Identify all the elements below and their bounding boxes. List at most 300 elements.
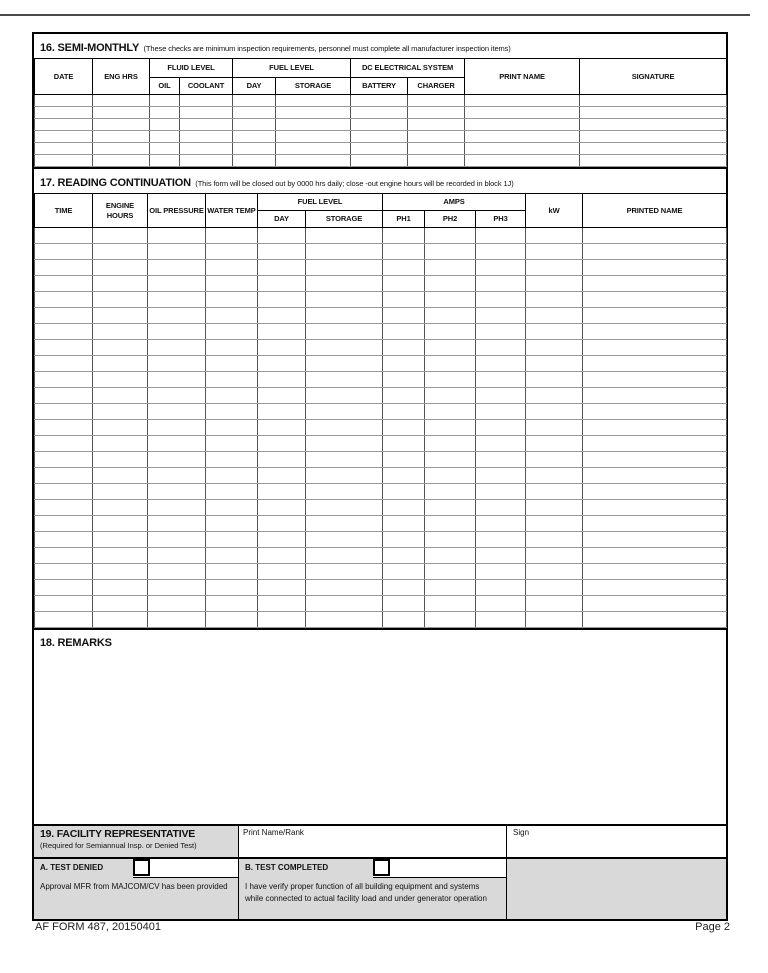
empty-cell[interactable] bbox=[476, 244, 526, 260]
empty-cell[interactable] bbox=[258, 324, 306, 340]
sign-field[interactable] bbox=[507, 826, 726, 857]
empty-cell[interactable] bbox=[526, 500, 583, 516]
empty-cell[interactable] bbox=[306, 452, 383, 468]
empty-cell[interactable] bbox=[258, 228, 306, 244]
empty-cell[interactable] bbox=[233, 107, 276, 119]
empty-cell[interactable] bbox=[276, 107, 351, 119]
empty-cell[interactable] bbox=[35, 548, 93, 564]
empty-cell[interactable] bbox=[580, 143, 727, 155]
empty-cell[interactable] bbox=[276, 143, 351, 155]
empty-cell[interactable] bbox=[476, 532, 526, 548]
empty-cell[interactable] bbox=[425, 228, 476, 244]
empty-cell[interactable] bbox=[35, 131, 93, 143]
empty-cell[interactable] bbox=[425, 452, 476, 468]
empty-cell[interactable] bbox=[35, 324, 93, 340]
empty-cell[interactable] bbox=[206, 580, 258, 596]
empty-cell[interactable] bbox=[306, 308, 383, 324]
empty-cell[interactable] bbox=[180, 107, 233, 119]
empty-cell[interactable] bbox=[383, 580, 425, 596]
empty-cell[interactable] bbox=[425, 468, 476, 484]
empty-cell[interactable] bbox=[35, 308, 93, 324]
empty-cell[interactable] bbox=[233, 155, 276, 167]
empty-cell[interactable] bbox=[206, 228, 258, 244]
empty-cell[interactable] bbox=[258, 500, 306, 516]
empty-cell[interactable] bbox=[383, 484, 425, 500]
empty-cell[interactable] bbox=[408, 143, 465, 155]
empty-cell[interactable] bbox=[383, 452, 425, 468]
empty-cell[interactable] bbox=[258, 564, 306, 580]
empty-cell[interactable] bbox=[35, 436, 93, 452]
test-completed-checkbox[interactable] bbox=[373, 859, 390, 876]
empty-cell[interactable] bbox=[206, 532, 258, 548]
empty-cell[interactable] bbox=[150, 107, 180, 119]
empty-cell[interactable] bbox=[258, 404, 306, 420]
empty-cell[interactable] bbox=[206, 260, 258, 276]
empty-cell[interactable] bbox=[526, 292, 583, 308]
empty-cell[interactable] bbox=[526, 452, 583, 468]
empty-cell[interactable] bbox=[476, 260, 526, 276]
empty-cell[interactable] bbox=[425, 532, 476, 548]
empty-cell[interactable] bbox=[476, 404, 526, 420]
empty-cell[interactable] bbox=[425, 244, 476, 260]
empty-cell[interactable] bbox=[258, 436, 306, 452]
empty-cell[interactable] bbox=[35, 484, 93, 500]
empty-cell[interactable] bbox=[258, 548, 306, 564]
empty-cell[interactable] bbox=[148, 276, 206, 292]
empty-cell[interactable] bbox=[583, 436, 727, 452]
empty-cell[interactable] bbox=[93, 324, 148, 340]
empty-cell[interactable] bbox=[425, 260, 476, 276]
empty-cell[interactable] bbox=[383, 308, 425, 324]
empty-cell[interactable] bbox=[383, 516, 425, 532]
empty-cell[interactable] bbox=[258, 292, 306, 308]
empty-cell[interactable] bbox=[35, 596, 93, 612]
empty-cell[interactable] bbox=[206, 612, 258, 628]
empty-cell[interactable] bbox=[206, 420, 258, 436]
empty-cell[interactable] bbox=[93, 276, 148, 292]
empty-cell[interactable] bbox=[476, 372, 526, 388]
empty-cell[interactable] bbox=[180, 131, 233, 143]
empty-cell[interactable] bbox=[93, 308, 148, 324]
empty-cell[interactable] bbox=[383, 372, 425, 388]
empty-cell[interactable] bbox=[35, 452, 93, 468]
empty-cell[interactable] bbox=[526, 372, 583, 388]
empty-cell[interactable] bbox=[476, 468, 526, 484]
remarks-area[interactable] bbox=[34, 653, 726, 823]
empty-cell[interactable] bbox=[351, 155, 408, 167]
empty-cell[interactable] bbox=[526, 404, 583, 420]
empty-cell[interactable] bbox=[93, 484, 148, 500]
empty-cell[interactable] bbox=[148, 404, 206, 420]
empty-cell[interactable] bbox=[383, 596, 425, 612]
empty-cell[interactable] bbox=[258, 388, 306, 404]
empty-cell[interactable] bbox=[526, 340, 583, 356]
empty-cell[interactable] bbox=[408, 131, 465, 143]
empty-cell[interactable] bbox=[206, 564, 258, 580]
empty-cell[interactable] bbox=[583, 612, 727, 628]
empty-cell[interactable] bbox=[583, 260, 727, 276]
empty-cell[interactable] bbox=[206, 436, 258, 452]
empty-cell[interactable] bbox=[148, 452, 206, 468]
empty-cell[interactable] bbox=[465, 155, 580, 167]
empty-cell[interactable] bbox=[408, 95, 465, 107]
empty-cell[interactable] bbox=[206, 244, 258, 260]
empty-cell[interactable] bbox=[351, 95, 408, 107]
empty-cell[interactable] bbox=[465, 131, 580, 143]
empty-cell[interactable] bbox=[35, 404, 93, 420]
empty-cell[interactable] bbox=[383, 500, 425, 516]
empty-cell[interactable] bbox=[93, 356, 148, 372]
empty-cell[interactable] bbox=[258, 532, 306, 548]
empty-cell[interactable] bbox=[258, 340, 306, 356]
empty-cell[interactable] bbox=[425, 308, 476, 324]
empty-cell[interactable] bbox=[583, 404, 727, 420]
empty-cell[interactable] bbox=[580, 131, 727, 143]
empty-cell[interactable] bbox=[93, 516, 148, 532]
empty-cell[interactable] bbox=[580, 95, 727, 107]
empty-cell[interactable] bbox=[425, 404, 476, 420]
empty-cell[interactable] bbox=[258, 516, 306, 532]
empty-cell[interactable] bbox=[93, 436, 148, 452]
empty-cell[interactable] bbox=[150, 95, 180, 107]
empty-cell[interactable] bbox=[526, 356, 583, 372]
empty-cell[interactable] bbox=[583, 468, 727, 484]
empty-cell[interactable] bbox=[383, 420, 425, 436]
empty-cell[interactable] bbox=[383, 564, 425, 580]
empty-cell[interactable] bbox=[93, 244, 148, 260]
empty-cell[interactable] bbox=[425, 388, 476, 404]
empty-cell[interactable] bbox=[93, 452, 148, 468]
empty-cell[interactable] bbox=[476, 564, 526, 580]
empty-cell[interactable] bbox=[306, 292, 383, 308]
empty-cell[interactable] bbox=[306, 260, 383, 276]
empty-cell[interactable] bbox=[93, 468, 148, 484]
empty-cell[interactable] bbox=[148, 468, 206, 484]
empty-cell[interactable] bbox=[476, 500, 526, 516]
empty-cell[interactable] bbox=[148, 244, 206, 260]
empty-cell[interactable] bbox=[383, 292, 425, 308]
empty-cell[interactable] bbox=[258, 484, 306, 500]
empty-cell[interactable] bbox=[476, 596, 526, 612]
empty-cell[interactable] bbox=[476, 388, 526, 404]
empty-cell[interactable] bbox=[583, 500, 727, 516]
empty-cell[interactable] bbox=[526, 276, 583, 292]
empty-cell[interactable] bbox=[383, 404, 425, 420]
empty-cell[interactable] bbox=[583, 596, 727, 612]
empty-cell[interactable] bbox=[93, 548, 148, 564]
empty-cell[interactable] bbox=[35, 119, 93, 131]
empty-cell[interactable] bbox=[465, 119, 580, 131]
empty-cell[interactable] bbox=[258, 244, 306, 260]
empty-cell[interactable] bbox=[148, 564, 206, 580]
empty-cell[interactable] bbox=[206, 404, 258, 420]
empty-cell[interactable] bbox=[583, 580, 727, 596]
empty-cell[interactable] bbox=[206, 324, 258, 340]
empty-cell[interactable] bbox=[476, 308, 526, 324]
empty-cell[interactable] bbox=[526, 228, 583, 244]
empty-cell[interactable] bbox=[93, 388, 148, 404]
empty-cell[interactable] bbox=[476, 452, 526, 468]
empty-cell[interactable] bbox=[425, 436, 476, 452]
empty-cell[interactable] bbox=[526, 532, 583, 548]
empty-cell[interactable] bbox=[476, 436, 526, 452]
empty-cell[interactable] bbox=[580, 155, 727, 167]
empty-cell[interactable] bbox=[35, 420, 93, 436]
empty-cell[interactable] bbox=[383, 228, 425, 244]
empty-cell[interactable] bbox=[476, 340, 526, 356]
empty-cell[interactable] bbox=[383, 388, 425, 404]
empty-cell[interactable] bbox=[526, 436, 583, 452]
empty-cell[interactable] bbox=[148, 516, 206, 532]
empty-cell[interactable] bbox=[383, 356, 425, 372]
empty-cell[interactable] bbox=[583, 356, 727, 372]
empty-cell[interactable] bbox=[93, 107, 150, 119]
empty-cell[interactable] bbox=[306, 436, 383, 452]
empty-cell[interactable] bbox=[476, 516, 526, 532]
empty-cell[interactable] bbox=[583, 308, 727, 324]
empty-cell[interactable] bbox=[93, 340, 148, 356]
empty-cell[interactable] bbox=[206, 484, 258, 500]
empty-cell[interactable] bbox=[425, 324, 476, 340]
empty-cell[interactable] bbox=[93, 564, 148, 580]
empty-cell[interactable] bbox=[476, 484, 526, 500]
empty-cell[interactable] bbox=[306, 612, 383, 628]
empty-cell[interactable] bbox=[206, 388, 258, 404]
empty-cell[interactable] bbox=[35, 260, 93, 276]
empty-cell[interactable] bbox=[583, 276, 727, 292]
empty-cell[interactable] bbox=[35, 468, 93, 484]
empty-cell[interactable] bbox=[526, 580, 583, 596]
empty-cell[interactable] bbox=[35, 564, 93, 580]
empty-cell[interactable] bbox=[476, 580, 526, 596]
empty-cell[interactable] bbox=[306, 516, 383, 532]
empty-cell[interactable] bbox=[206, 516, 258, 532]
empty-cell[interactable] bbox=[233, 131, 276, 143]
empty-cell[interactable] bbox=[583, 484, 727, 500]
empty-cell[interactable] bbox=[425, 580, 476, 596]
empty-cell[interactable] bbox=[93, 404, 148, 420]
empty-cell[interactable] bbox=[306, 228, 383, 244]
empty-cell[interactable] bbox=[526, 244, 583, 260]
empty-cell[interactable] bbox=[383, 436, 425, 452]
empty-cell[interactable] bbox=[476, 612, 526, 628]
empty-cell[interactable] bbox=[93, 95, 150, 107]
empty-cell[interactable] bbox=[258, 260, 306, 276]
empty-cell[interactable] bbox=[583, 340, 727, 356]
empty-cell[interactable] bbox=[148, 260, 206, 276]
empty-cell[interactable] bbox=[306, 580, 383, 596]
empty-cell[interactable] bbox=[93, 131, 150, 143]
empty-cell[interactable] bbox=[206, 276, 258, 292]
empty-cell[interactable] bbox=[583, 244, 727, 260]
empty-cell[interactable] bbox=[351, 131, 408, 143]
empty-cell[interactable] bbox=[383, 468, 425, 484]
empty-cell[interactable] bbox=[150, 131, 180, 143]
empty-cell[interactable] bbox=[93, 532, 148, 548]
empty-cell[interactable] bbox=[526, 596, 583, 612]
empty-cell[interactable] bbox=[306, 324, 383, 340]
empty-cell[interactable] bbox=[233, 119, 276, 131]
empty-cell[interactable] bbox=[148, 356, 206, 372]
empty-cell[interactable] bbox=[148, 324, 206, 340]
empty-cell[interactable] bbox=[425, 292, 476, 308]
empty-cell[interactable] bbox=[425, 596, 476, 612]
empty-cell[interactable] bbox=[206, 548, 258, 564]
empty-cell[interactable] bbox=[306, 404, 383, 420]
empty-cell[interactable] bbox=[425, 484, 476, 500]
empty-cell[interactable] bbox=[583, 388, 727, 404]
empty-cell[interactable] bbox=[258, 580, 306, 596]
empty-cell[interactable] bbox=[93, 260, 148, 276]
empty-cell[interactable] bbox=[351, 107, 408, 119]
empty-cell[interactable] bbox=[425, 612, 476, 628]
empty-cell[interactable] bbox=[306, 356, 383, 372]
empty-cell[interactable] bbox=[306, 340, 383, 356]
empty-cell[interactable] bbox=[206, 340, 258, 356]
empty-cell[interactable] bbox=[35, 340, 93, 356]
empty-cell[interactable] bbox=[35, 244, 93, 260]
empty-cell[interactable] bbox=[526, 324, 583, 340]
empty-cell[interactable] bbox=[148, 484, 206, 500]
empty-cell[interactable] bbox=[351, 143, 408, 155]
empty-cell[interactable] bbox=[383, 276, 425, 292]
empty-cell[interactable] bbox=[93, 500, 148, 516]
empty-cell[interactable] bbox=[276, 119, 351, 131]
empty-cell[interactable] bbox=[148, 372, 206, 388]
empty-cell[interactable] bbox=[35, 356, 93, 372]
empty-cell[interactable] bbox=[93, 420, 148, 436]
empty-cell[interactable] bbox=[476, 356, 526, 372]
empty-cell[interactable] bbox=[425, 516, 476, 532]
empty-cell[interactable] bbox=[408, 155, 465, 167]
empty-cell[interactable] bbox=[35, 532, 93, 548]
empty-cell[interactable] bbox=[351, 119, 408, 131]
empty-cell[interactable] bbox=[93, 119, 150, 131]
empty-cell[interactable] bbox=[383, 340, 425, 356]
empty-cell[interactable] bbox=[35, 388, 93, 404]
empty-cell[interactable] bbox=[258, 308, 306, 324]
empty-cell[interactable] bbox=[180, 143, 233, 155]
empty-cell[interactable] bbox=[465, 107, 580, 119]
empty-cell[interactable] bbox=[206, 308, 258, 324]
empty-cell[interactable] bbox=[580, 119, 727, 131]
empty-cell[interactable] bbox=[583, 324, 727, 340]
empty-cell[interactable] bbox=[258, 596, 306, 612]
empty-cell[interactable] bbox=[206, 468, 258, 484]
empty-cell[interactable] bbox=[93, 580, 148, 596]
empty-cell[interactable] bbox=[476, 324, 526, 340]
empty-cell[interactable] bbox=[425, 548, 476, 564]
empty-cell[interactable] bbox=[583, 420, 727, 436]
empty-cell[interactable] bbox=[306, 532, 383, 548]
empty-cell[interactable] bbox=[306, 244, 383, 260]
empty-cell[interactable] bbox=[306, 596, 383, 612]
empty-cell[interactable] bbox=[35, 228, 93, 244]
empty-cell[interactable] bbox=[306, 548, 383, 564]
empty-cell[interactable] bbox=[35, 143, 93, 155]
empty-cell[interactable] bbox=[526, 308, 583, 324]
empty-cell[interactable] bbox=[35, 276, 93, 292]
empty-cell[interactable] bbox=[465, 95, 580, 107]
empty-cell[interactable] bbox=[408, 107, 465, 119]
empty-cell[interactable] bbox=[306, 484, 383, 500]
empty-cell[interactable] bbox=[276, 131, 351, 143]
empty-cell[interactable] bbox=[383, 244, 425, 260]
empty-cell[interactable] bbox=[93, 155, 150, 167]
empty-cell[interactable] bbox=[526, 484, 583, 500]
empty-cell[interactable] bbox=[206, 356, 258, 372]
empty-cell[interactable] bbox=[306, 564, 383, 580]
empty-cell[interactable] bbox=[93, 143, 150, 155]
empty-cell[interactable] bbox=[258, 356, 306, 372]
empty-cell[interactable] bbox=[206, 452, 258, 468]
empty-cell[interactable] bbox=[306, 468, 383, 484]
section-18-remarks[interactable] bbox=[34, 628, 726, 824]
empty-cell[interactable] bbox=[93, 612, 148, 628]
empty-cell[interactable] bbox=[476, 228, 526, 244]
empty-cell[interactable] bbox=[148, 532, 206, 548]
empty-cell[interactable] bbox=[425, 500, 476, 516]
empty-cell[interactable] bbox=[476, 420, 526, 436]
empty-cell[interactable] bbox=[148, 500, 206, 516]
empty-cell[interactable] bbox=[465, 143, 580, 155]
empty-cell[interactable] bbox=[583, 452, 727, 468]
empty-cell[interactable] bbox=[150, 155, 180, 167]
empty-cell[interactable] bbox=[425, 276, 476, 292]
empty-cell[interactable] bbox=[583, 292, 727, 308]
empty-cell[interactable] bbox=[258, 276, 306, 292]
empty-cell[interactable] bbox=[233, 143, 276, 155]
empty-cell[interactable] bbox=[526, 564, 583, 580]
empty-cell[interactable] bbox=[148, 580, 206, 596]
empty-cell[interactable] bbox=[258, 612, 306, 628]
empty-cell[interactable] bbox=[93, 292, 148, 308]
empty-cell[interactable] bbox=[35, 107, 93, 119]
empty-cell[interactable] bbox=[148, 340, 206, 356]
empty-cell[interactable] bbox=[276, 95, 351, 107]
empty-cell[interactable] bbox=[35, 372, 93, 388]
empty-cell[interactable] bbox=[425, 564, 476, 580]
empty-cell[interactable] bbox=[425, 420, 476, 436]
empty-cell[interactable] bbox=[526, 388, 583, 404]
empty-cell[interactable] bbox=[476, 276, 526, 292]
empty-cell[interactable] bbox=[526, 468, 583, 484]
empty-cell[interactable] bbox=[583, 372, 727, 388]
empty-cell[interactable] bbox=[35, 500, 93, 516]
empty-cell[interactable] bbox=[306, 500, 383, 516]
empty-cell[interactable] bbox=[476, 292, 526, 308]
empty-cell[interactable] bbox=[583, 228, 727, 244]
empty-cell[interactable] bbox=[206, 372, 258, 388]
empty-cell[interactable] bbox=[258, 452, 306, 468]
empty-cell[interactable] bbox=[148, 228, 206, 244]
empty-cell[interactable] bbox=[383, 324, 425, 340]
empty-cell[interactable] bbox=[148, 612, 206, 628]
empty-cell[interactable] bbox=[148, 548, 206, 564]
empty-cell[interactable] bbox=[425, 372, 476, 388]
empty-cell[interactable] bbox=[35, 516, 93, 532]
empty-cell[interactable] bbox=[35, 612, 93, 628]
empty-cell[interactable] bbox=[180, 95, 233, 107]
empty-cell[interactable] bbox=[148, 436, 206, 452]
empty-cell[interactable] bbox=[306, 276, 383, 292]
empty-cell[interactable] bbox=[93, 372, 148, 388]
empty-cell[interactable] bbox=[148, 308, 206, 324]
empty-cell[interactable] bbox=[408, 119, 465, 131]
empty-cell[interactable] bbox=[35, 95, 93, 107]
empty-cell[interactable] bbox=[580, 107, 727, 119]
test-denied-checkbox[interactable] bbox=[133, 859, 150, 876]
